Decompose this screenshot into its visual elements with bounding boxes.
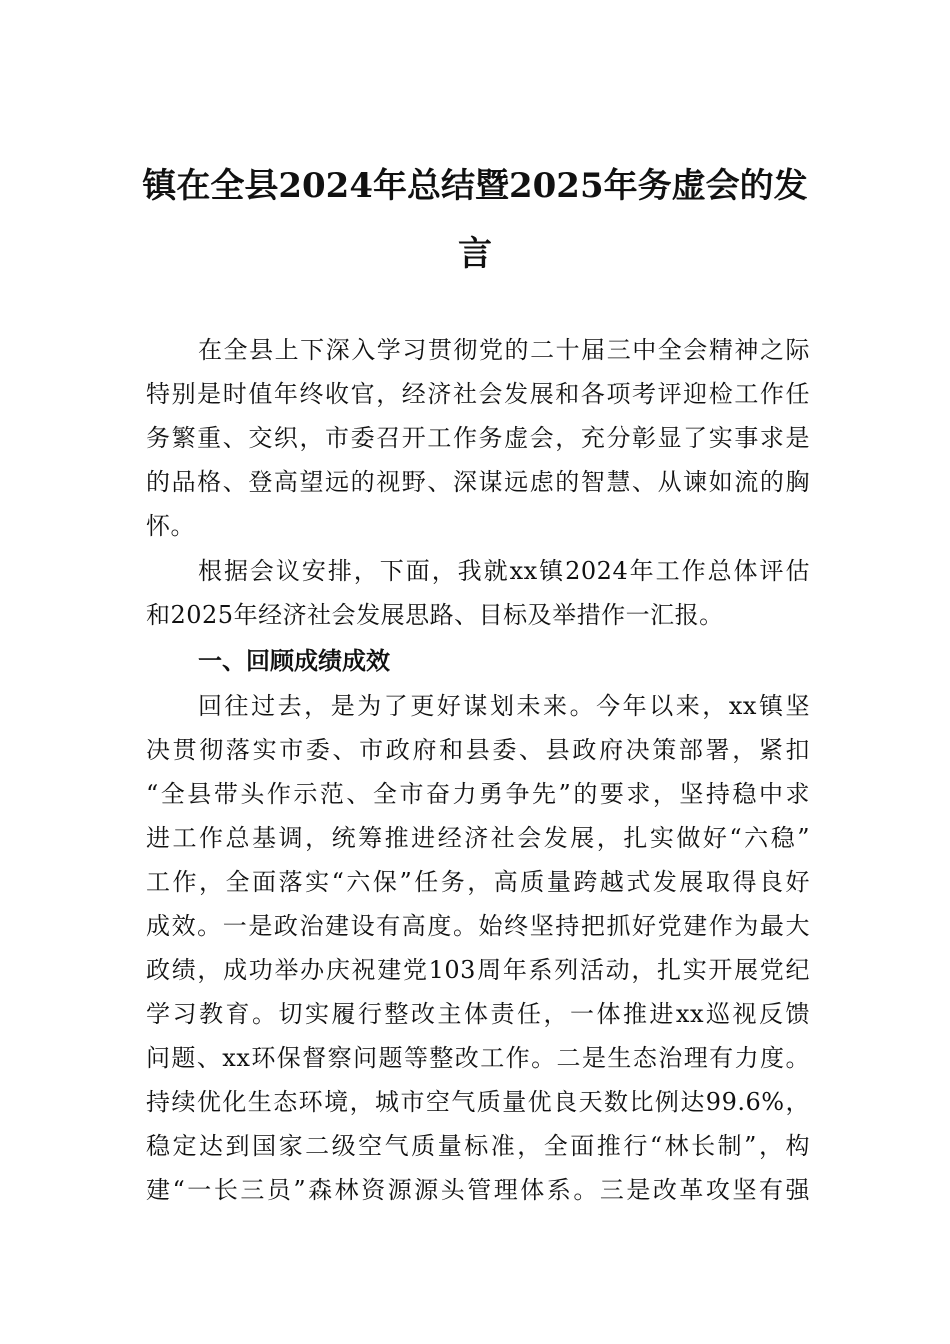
paragraph-3-line: 政绩，成功举办庆祝建党103周年系列活动，扎实开展党纪 xyxy=(146,956,810,984)
paragraph-1-line: 怀。 xyxy=(146,512,195,540)
paragraph-1-line: 的品格、登高望远的视野、深谋远虑的智慧、从谏如流的胸 xyxy=(146,468,810,496)
paragraph-3-line: 稳定达到国家二级空气质量标准，全面推行“林长制”，构 xyxy=(146,1132,810,1160)
document-title-line-2: 言 xyxy=(458,234,492,274)
document-title-line-1: 镇在全县2024年总结暨2025年务虚会的发 xyxy=(142,166,808,206)
paragraph-3-line: 持续优化生态环境，城市空气质量优良天数比例达99.6%， xyxy=(146,1088,810,1116)
paragraph-1-line: 务繁重、交织，市委召开工作务虚会，充分彰显了实事求是 xyxy=(146,424,810,452)
paragraph-3-line: 工作，全面落实“六保”任务，高质量跨越式发展取得良好 xyxy=(146,868,810,896)
paragraph-3-line: 学习教育。切实履行整改主体责任，一体推进xx巡视反馈 xyxy=(146,1000,810,1028)
paragraph-2-line: 和2025年经济社会发展思路、目标及举措作一汇报。 xyxy=(146,601,724,629)
paragraph-3-line: 回往过去，是为了更好谋划未来。今年以来，xx镇坚 xyxy=(198,692,810,720)
paragraph-3-line: 决贯彻落实市委、市政府和县委、县政府决策部署，紧扣 xyxy=(146,736,810,764)
paragraph-3-line: 进工作总基调，统筹推进经济社会发展，扎实做好“六稳” xyxy=(146,824,810,852)
paragraph-3-line: 成效。一是政治建设有高度。始终坚持把抓好党建作为最大 xyxy=(146,912,810,940)
paragraph-3-line: 建“一长三员”森林资源源头管理体系。三是改革攻坚有强 xyxy=(146,1176,810,1204)
paragraph-2-line: 根据会议安排，下面，我就xx镇2024年工作总体评估 xyxy=(198,557,810,585)
section-heading: 一、回顾成绩成效 xyxy=(198,647,390,675)
paragraph-1-line: 在全县上下深入学习贯彻党的二十届三中全会精神之际 xyxy=(198,336,810,364)
paragraph-3-line: 问题、xx环保督察问题等整改工作。二是生态治理有力度。 xyxy=(146,1044,810,1072)
paragraph-3-line: “全县带头作示范、全市奋力勇争先”的要求，坚持稳中求 xyxy=(146,780,810,808)
paragraph-1-line: 特别是时值年终收官，经济社会发展和各项考评迎检工作任 xyxy=(146,380,810,408)
